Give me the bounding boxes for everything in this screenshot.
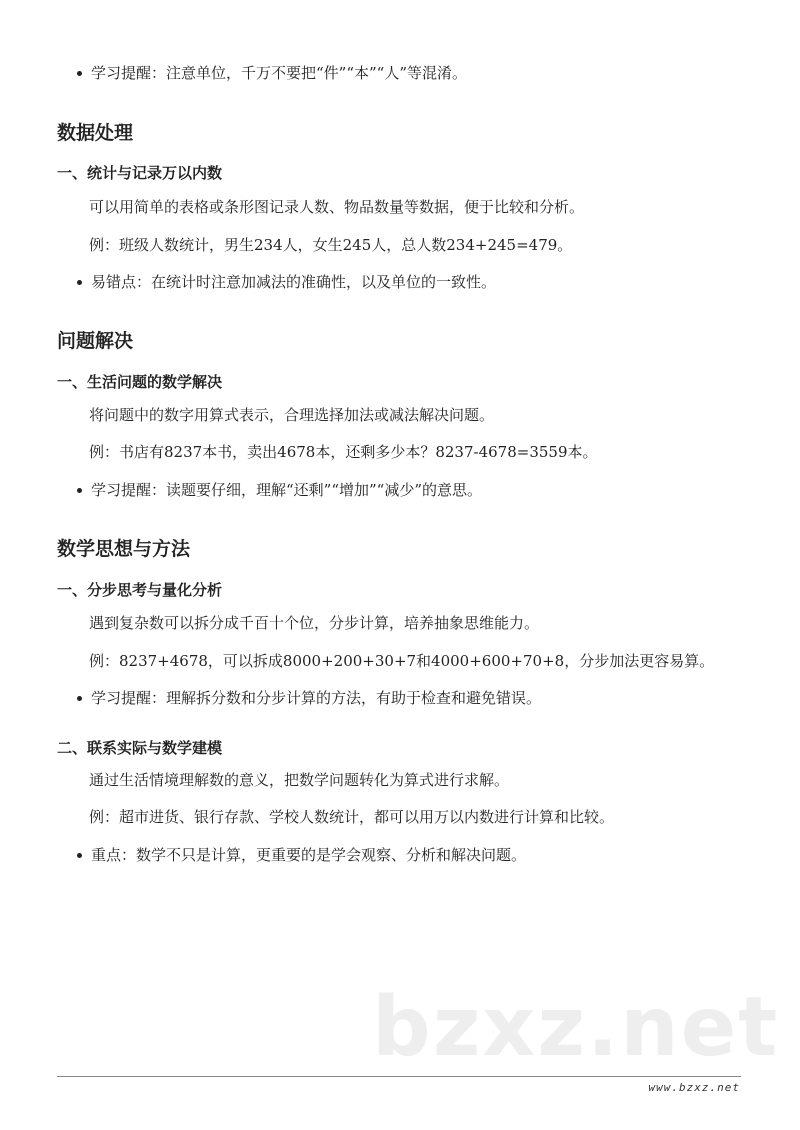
bullet-item <box>77 480 482 500</box>
paragraph: 将问题中的数字用算式表示，合理选择加法或减法解决问题。 <box>89 406 495 424</box>
bullet-dot-icon <box>77 853 82 858</box>
example-text: 例：8237+4678，可以拆成8000+200+30+7和4000+600+70+8，分步加法更容易算。 <box>89 652 715 670</box>
bullet-item <box>77 845 526 865</box>
section-title-problem-solving: 问题解决 <box>57 330 134 352</box>
bullet-text: 重点：数学不只是计算，更重要的是学会观察、分析和解决问题。 <box>91 846 527 864</box>
bullet-item <box>77 63 467 83</box>
paragraph: 通过生活情境理解数的意义，把数学问题转化为算式进行求解。 <box>89 771 510 789</box>
bullet-dot-icon <box>77 488 82 493</box>
paragraph: 遇到复杂数可以拆分成千百十个位，分步计算，培养抽象思维能力。 <box>89 614 540 632</box>
subsection-heading: 二、联系实际与数学建模 <box>57 739 223 757</box>
footer-divider <box>57 1076 741 1077</box>
bullet-text: 学习提醒：理解拆分数和分步计算的方法，有助于检查和避免错误。 <box>91 689 542 707</box>
bullet-text: 学习提醒：读题要仔细，理解“还剩”“增加”“减少”的意思。 <box>91 481 483 499</box>
subsection-heading: 一、分步思考与量化分析 <box>57 581 223 599</box>
example-text: 例：班级人数统计，男生234人，女生245人，总人数234+245=479。 <box>89 236 573 254</box>
subsection-heading: 一、生活问题的数学解决 <box>57 373 223 391</box>
example-text: 例：书店有8237本书，卖出4678本，还剩多少本？8237-4678=3559本。 <box>89 443 598 461</box>
bullet-dot-icon <box>77 696 82 701</box>
section-title-data-processing: 数据处理 <box>57 122 134 144</box>
bullet-text: 易错点：在统计时注意加减法的准确性，以及单位的一致性。 <box>91 273 497 291</box>
subsection-heading: 一、统计与记录万以内数 <box>57 164 223 182</box>
bullet-dot-icon <box>77 280 82 285</box>
footer-url: www.bzxz.net <box>648 1081 740 1094</box>
bullet-item <box>77 272 496 292</box>
watermark-logo: bzxz.net <box>372 980 780 1075</box>
paragraph: 可以用简单的表格或条形图记录人数、物品数量等数据，便于比较和分析。 <box>89 198 585 216</box>
bullet-text: 学习提醒：注意单位，千万不要把“件”“本”“人”等混淆。 <box>91 64 468 82</box>
bullet-dot-icon <box>77 71 82 76</box>
bullet-item <box>77 688 541 708</box>
section-title-math-thinking: 数学思想与方法 <box>57 538 191 560</box>
example-text: 例：超市进货、银行存款、学校人数统计，都可以用万以内数进行计算和比较。 <box>89 808 615 826</box>
